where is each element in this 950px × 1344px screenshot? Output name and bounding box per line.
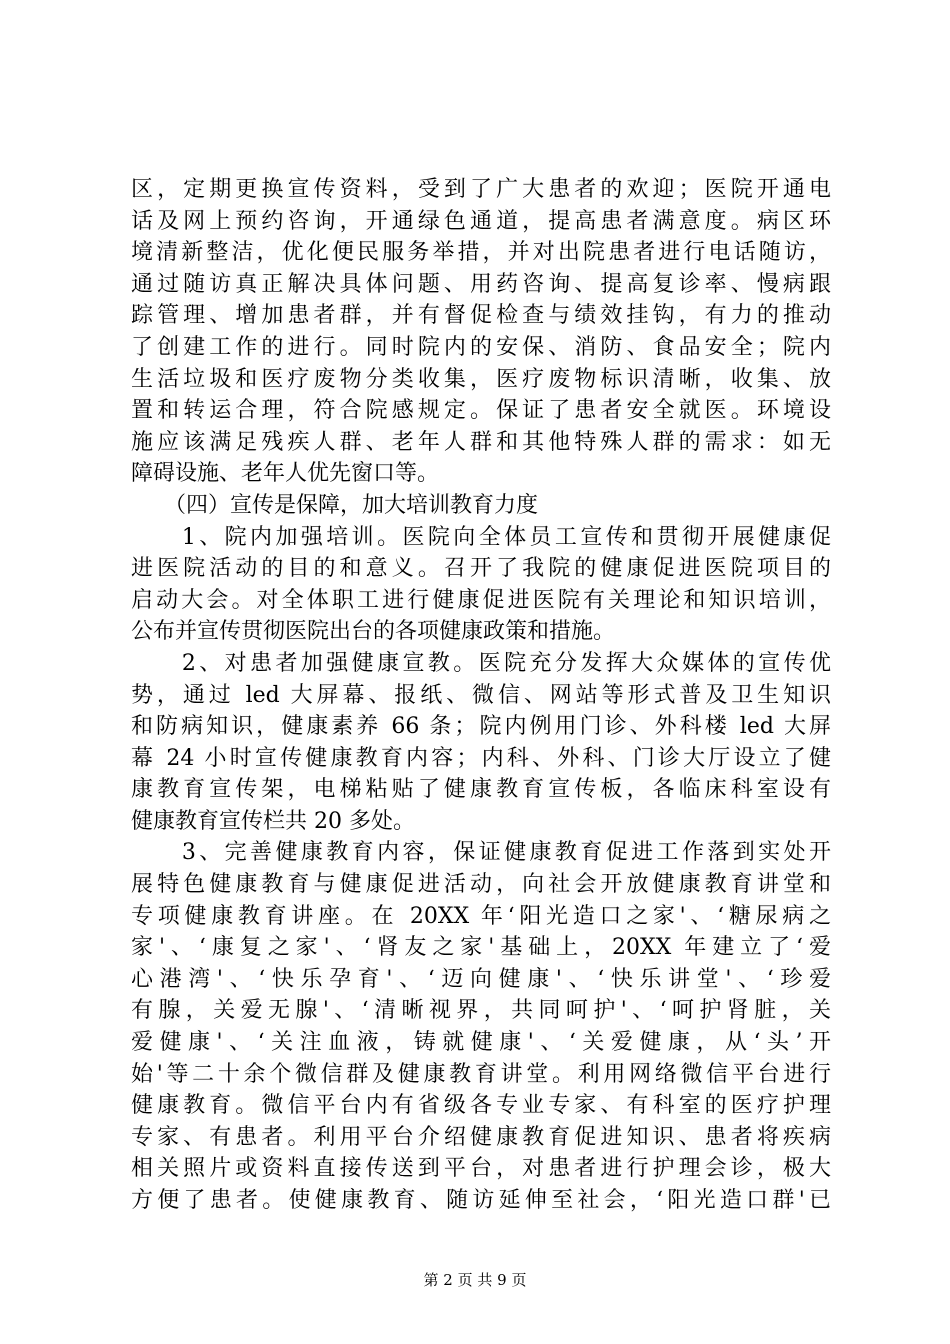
text-line: 1、院内加强培训。医院向全体员工宣传和贯彻开展健康促 — [131, 524, 831, 550]
text-line: 幕 24 小时宣传健康教育内容；内科、外科、门诊大厅设立了健 — [131, 745, 831, 771]
text-line: 健康教育。微信平台内有省级各专业专家、有科室的医疗护理 — [131, 1093, 831, 1119]
text-line: 踪管理、增加患者群，并有督促检查与绩效挂钩，有力的推动 — [131, 303, 831, 329]
text-line: 爱健康'、‘关注血液，铸就健康'、‘关爱健康，从‘头’开 — [131, 1030, 831, 1056]
text-line: 生活垃圾和医疗废物分类收集，医疗废物标识清晰，收集、放 — [131, 366, 831, 392]
text-line: 施应该满足残疾人群、老年人群和其他特殊人群的需求：如无 — [131, 429, 831, 455]
page-footer: 第 2 页 共 9 页 — [423, 1271, 527, 1289]
document-body — [131, 174, 831, 1217]
text-line: 相关照片或资料直接传送到平台，对患者进行护理会诊，极大 — [131, 1156, 831, 1182]
text-line: 专家、有患者。利用平台介绍健康教育促进知识、患者将疾病 — [131, 1124, 831, 1150]
text-line: 健康教育宣传栏共 20 多处。 — [131, 808, 415, 834]
text-line: 区，定期更换宣传资料，受到了广大患者的欢迎；医院开通电 — [131, 177, 831, 202]
text-line: 公布并宣传贯彻医院出台的各项健康政策和措施。 — [131, 619, 616, 645]
text-line: 始'等二十余个微信群及健康教育讲堂。利用网络微信平台进行 — [131, 1061, 831, 1087]
text-line: 方便了患者。使健康教育、随访延伸至社会，‘阳光造口群'已 — [131, 1188, 831, 1213]
text-line: 置和转运合理，符合院感规定。保证了患者安全就医。环境设 — [131, 398, 831, 424]
text-line: 启动大会。对全体职工进行健康促进医院有关理论和知识培训， — [131, 587, 831, 613]
text-line: 专项健康教育讲座。在 20XX 年‘阳光造口之家'、‘糖尿病之 — [131, 903, 831, 929]
text-line: 进医院活动的目的和意义。召开了我院的健康促进医院项目的 — [131, 556, 831, 582]
text-line: （四）宣传是保障，加大培训教育力度 — [131, 492, 539, 518]
text-line: 3、完善健康教育内容，保证健康教育促进工作落到实处开 — [131, 840, 831, 866]
text-line: 康教育宣传架，电梯粘贴了健康教育宣传板，各临床科室设有 — [131, 777, 831, 803]
text-line: 境清新整洁，优化便民服务举措，并对出院患者进行电话随访， — [131, 240, 831, 266]
text-line: 心港湾'、‘快乐孕育'、‘迈向健康'、‘快乐讲堂'、‘珍爱 — [131, 966, 831, 992]
text-line: 和防病知识，健康素养 66 条；院内例用门诊、外科楼 led 大屏 — [131, 714, 831, 740]
text-line: 势，通过 led 大屏幕、报纸、微信、网站等形式普及卫生知识 — [131, 682, 831, 708]
text-line: 家'、‘康复之家'、‘肾友之家'基础上，20XX 年建立了‘爱 — [131, 935, 831, 961]
text-line: 话及网上预约咨询，开通绿色通道，提高患者满意度。病区环 — [131, 208, 831, 234]
text-line: 展特色健康教育与健康促进活动，向社会开放健康教育讲堂和 — [131, 872, 831, 898]
text-line: 有腺，关爱无腺'、‘清晰视界，共同呵护'、‘呵护肾脏，关 — [131, 998, 831, 1024]
text-line: 2、对患者加强健康宣教。医院充分发挥大众媒体的宣传优 — [131, 650, 831, 676]
text-line: 通过随访真正解决具体问题、用药咨询、提高复诊率、慢病跟 — [131, 271, 831, 297]
text-line: 了创建工作的进行。同时院内的安保、消防、食品安全；院内 — [131, 334, 831, 360]
text-line: 障碍设施、老年人优先窗口等。 — [131, 461, 440, 487]
